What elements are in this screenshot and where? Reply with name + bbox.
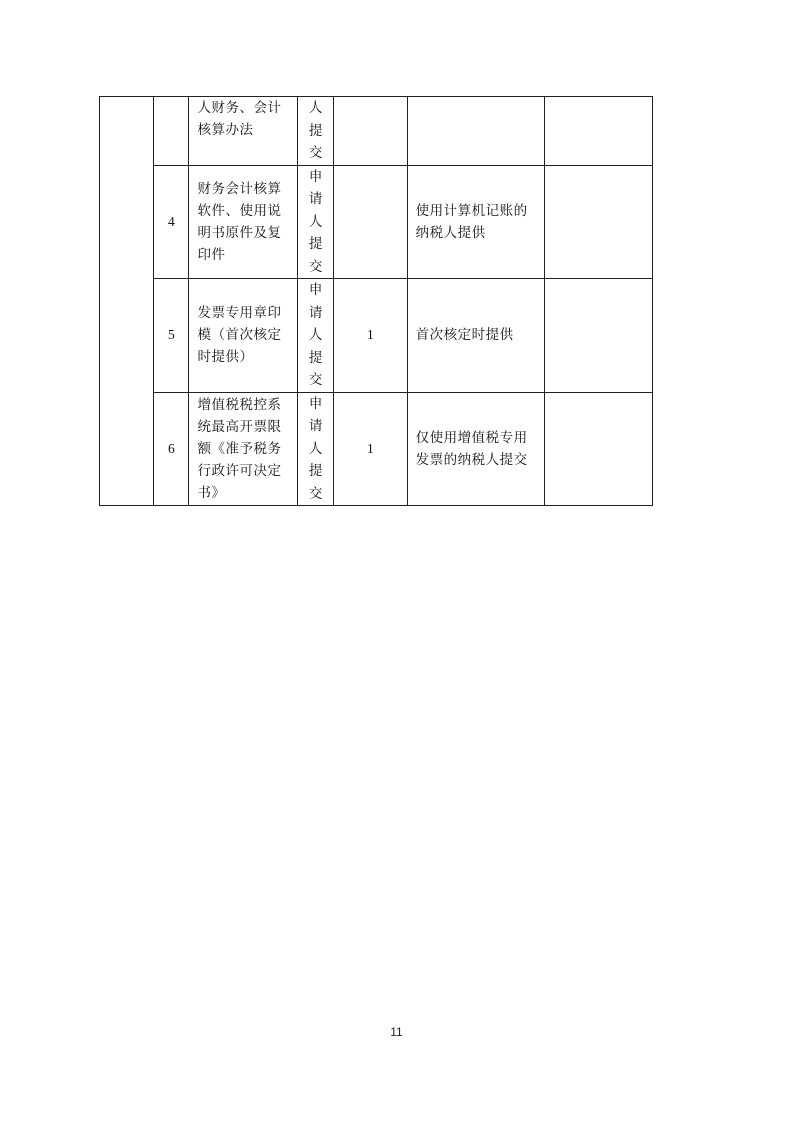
- submitter-text: 人 提 交: [308, 100, 323, 161]
- category-cell: [100, 97, 154, 506]
- note-text: 使用计算机记账的纳税人提供: [415, 202, 528, 241]
- copies-cell: 1: [334, 279, 407, 393]
- submitter-text: 申 请 人 提 交: [308, 282, 323, 388]
- row-number-cell: 4: [154, 165, 189, 279]
- note-text: 首次核定时提供: [415, 327, 514, 344]
- copies-cell: [334, 97, 407, 166]
- submitter-cell: [298, 165, 334, 279]
- copies-cell: 1: [334, 392, 407, 506]
- row-number-cell: [154, 97, 189, 166]
- submitter-cell: [298, 392, 334, 506]
- submitter-text: 申 请 人 提 交: [308, 168, 323, 275]
- material-name-cell: [189, 279, 298, 393]
- material-name-cell: [189, 97, 298, 166]
- remark-cell: [545, 97, 653, 166]
- note-cell: [407, 392, 545, 506]
- table-row: [100, 279, 653, 393]
- submitter-cell: [298, 279, 334, 393]
- table-row: [100, 165, 653, 279]
- row-number-cell: 6: [154, 392, 189, 506]
- material-name: 发票专用章印模（首次核定时提供）: [197, 305, 282, 366]
- table-row: [100, 97, 653, 166]
- remark-cell: [545, 392, 653, 506]
- note-cell: [407, 279, 545, 393]
- note-text: 仅使用增值税专用发票的纳税人提交: [415, 429, 528, 468]
- material-name-cell: [189, 165, 298, 279]
- row-number-cell: 5: [154, 279, 189, 393]
- copies-cell: [334, 165, 407, 279]
- page-number: 11: [390, 1025, 403, 1039]
- remark-cell: [545, 165, 653, 279]
- submitter-text: 申 请 人 提 交: [308, 395, 323, 502]
- remark-cell: [545, 279, 653, 393]
- material-name-cell: [189, 392, 298, 506]
- materials-table: [99, 96, 653, 506]
- submitter-cell: [298, 97, 334, 166]
- note-cell: [407, 165, 545, 279]
- note-cell: [407, 97, 545, 166]
- table-row: [100, 392, 653, 506]
- material-name: 人财务、会计核算办法: [197, 100, 282, 138]
- material-name: 财务会计核算软件、使用说明书原件及复印件: [197, 180, 282, 263]
- material-name: 增值税税控系统最高开票限额《准予税务行政许可决定书》: [197, 396, 282, 501]
